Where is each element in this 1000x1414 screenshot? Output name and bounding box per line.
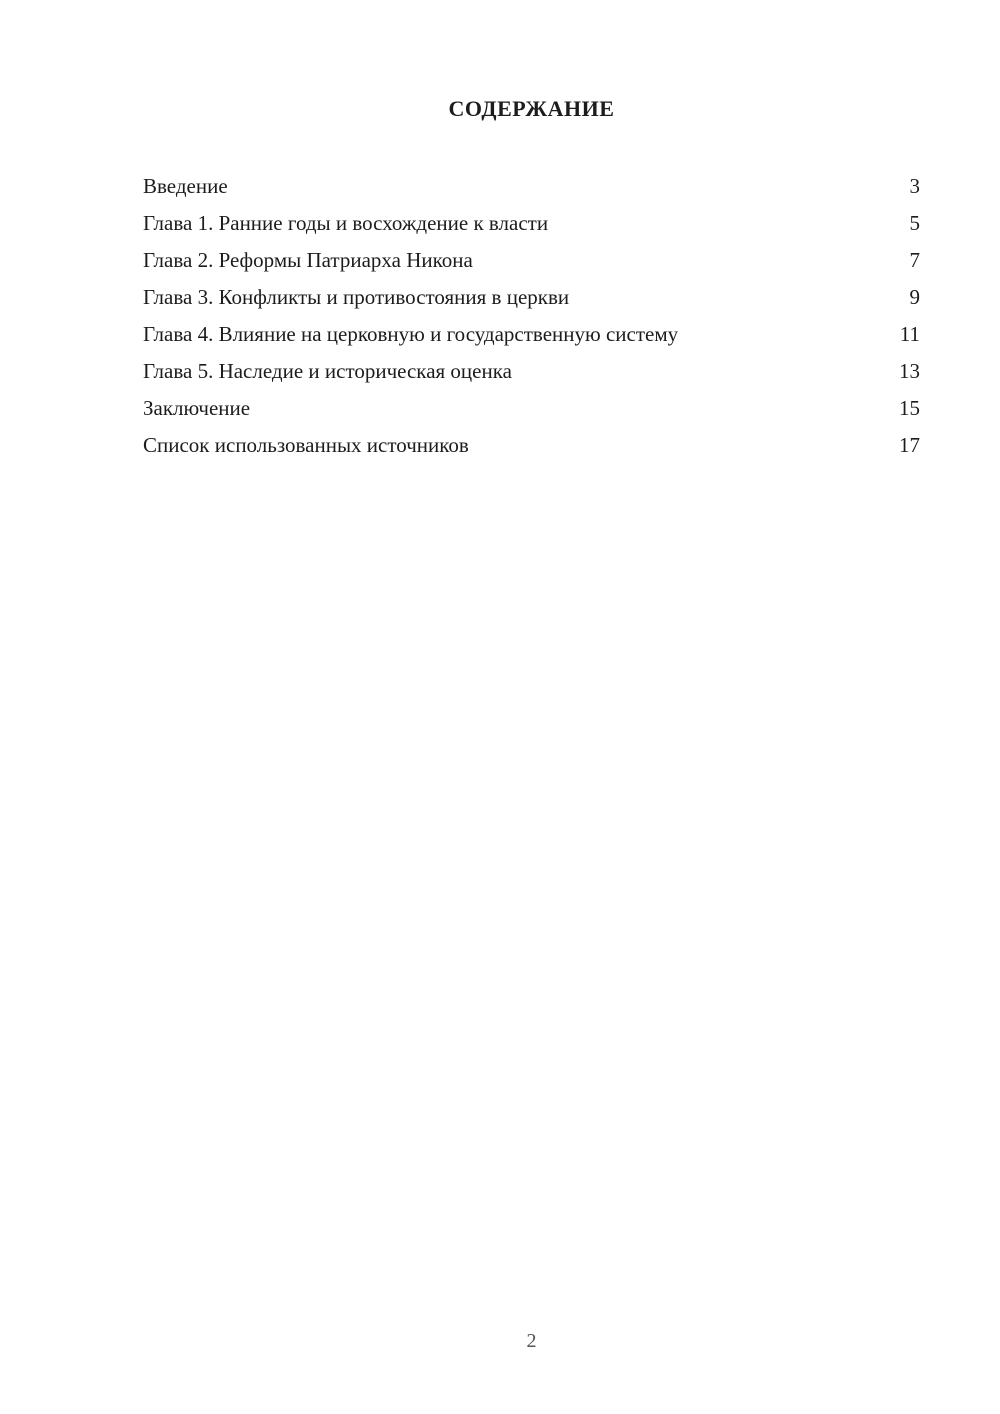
toc-entry-label: Глава 3. Конфликты и противостояния в церкви <box>143 285 570 309</box>
page-title: СОДЕРЖАНИЕ <box>448 96 615 121</box>
toc-entry-label: Глава 2. Реформы Патриарха Никона <box>143 248 473 272</box>
toc-entry-chapter-5 <box>143 353 920 390</box>
toc-entry-page-number: 17 <box>899 433 920 457</box>
toc-entry-conclusion <box>143 390 920 427</box>
toc-entry-chapter-2 <box>143 242 920 279</box>
table-of-contents <box>143 168 920 464</box>
toc-entry-label: Глава 1. Ранние годы и восхождение к власти <box>143 211 549 235</box>
toc-entry-page-number: 13 <box>899 359 920 383</box>
toc-entry-page-number: 11 <box>899 322 920 346</box>
toc-entry-label: Глава 5. Наследие и историческая оценка <box>143 359 512 383</box>
toc-entry-introduction <box>143 168 920 205</box>
toc-entry-label: Глава 4. Влияние на церковную и государственную систему <box>143 322 679 346</box>
toc-entry-page-number: 5 <box>909 211 920 235</box>
toc-entry-label: Заключение <box>143 396 251 420</box>
toc-entry-chapter-1 <box>143 205 920 242</box>
page-number-footer: 2 <box>526 1330 537 1352</box>
toc-entry-label: Список использованных источников <box>143 433 469 457</box>
toc-entry-label: Введение <box>143 174 228 198</box>
toc-entry-chapter-4 <box>143 316 920 353</box>
toc-entry-page-number: 7 <box>909 248 920 272</box>
toc-entry-chapter-3 <box>143 279 920 316</box>
page-content <box>143 96 920 464</box>
toc-entry-page-number: 15 <box>899 396 920 420</box>
toc-entry-page-number: 3 <box>909 174 920 198</box>
toc-entry-sources <box>143 427 920 464</box>
toc-entry-page-number: 9 <box>909 285 920 309</box>
